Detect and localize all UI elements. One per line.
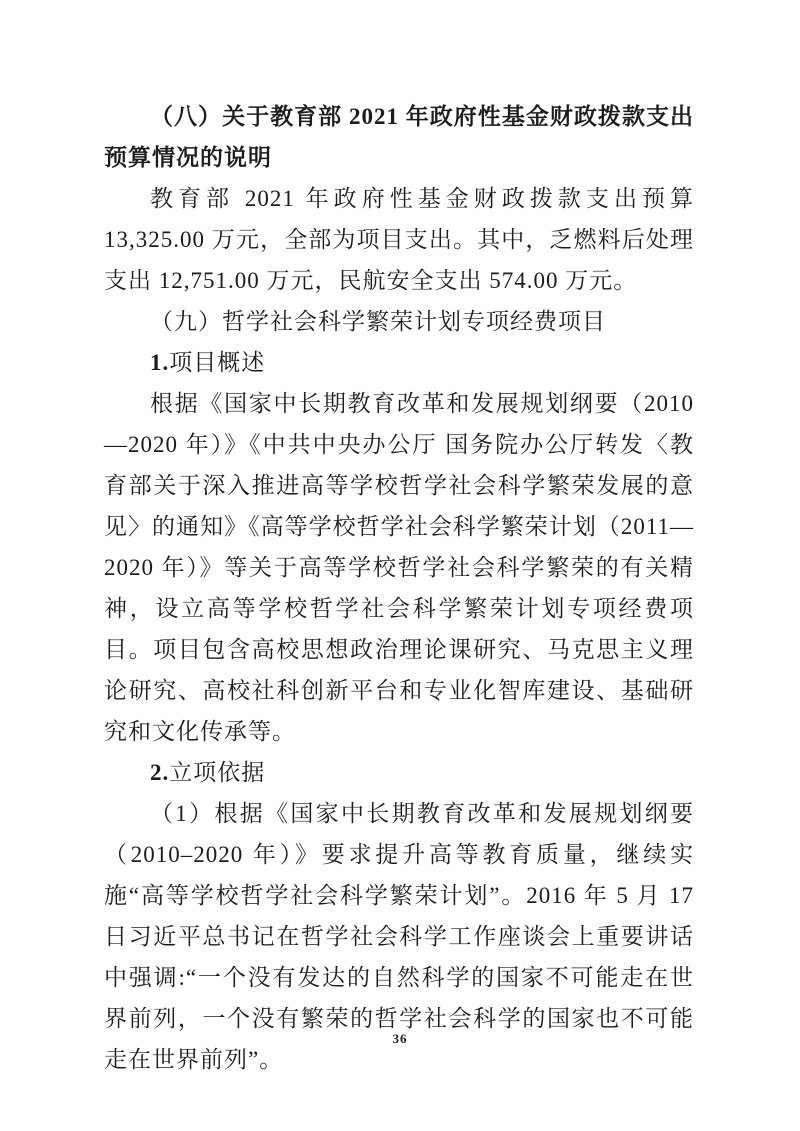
heading-section-8: （八）关于教育部 2021 年政府性基金财政拨款支出预算情况的说明 — [104, 104, 694, 170]
document-content — [104, 96, 694, 1080]
heading-item-2 — [104, 752, 694, 793]
item-number: 2. — [150, 760, 170, 785]
item-title: 项目概述 — [169, 350, 266, 375]
paragraph-project-overview: 根据《国家中长期教育改革和发展规划纲要（2010—2020 年）》《中共中央办公厅 国务院办公厅转发〈教育部关于深入推进高等学校哲学社会科学繁荣发展的意见〉的通知》《高等学校哲学社会科学繁荣计划（2011—2020 年）》等关于高等学校哲学社会科学繁荣的有关精神，设立高等学校哲学社会科学繁荣计划专项经费项目。项目包含高校思想政治理论课研究、马克思主义理论研究、高校社科创新平台和专业化智库建设、基础研究和文化传承等。 — [104, 391, 694, 744]
item-title: 立项依据 — [169, 760, 266, 785]
page-number: 36 — [392, 1031, 408, 1046]
paragraph-project-basis: （1）根据《国家中长期教育改革和发展规划纲要（2010–2020 年）》要求提升高等教育质量，继续实施“高等学校哲学社会科学繁荣计划”。2016 年 5 月 17 日习近平总书记在哲学社会科学工作座谈会上重要讲话中强调:“一个没有发达的自然科学的国家不可能走在世界前列，一个没有繁荣的哲学社会科学的国家也不可能走在世界前列”。 — [104, 801, 694, 1072]
heading-item-1 — [104, 342, 694, 383]
heading-section-9: （九）哲学社会科学繁荣计划专项经费项目 — [150, 309, 606, 334]
item-number: 1. — [150, 350, 170, 375]
paragraph-govfund-budget: 教育部 2021 年政府性基金财政拨款支出预算 13,325.00 万元，全部为项目支出。其中，乏燃料后处理支出 12,751.00 万元，民航安全支出 574.00 万元。 — [104, 186, 694, 293]
